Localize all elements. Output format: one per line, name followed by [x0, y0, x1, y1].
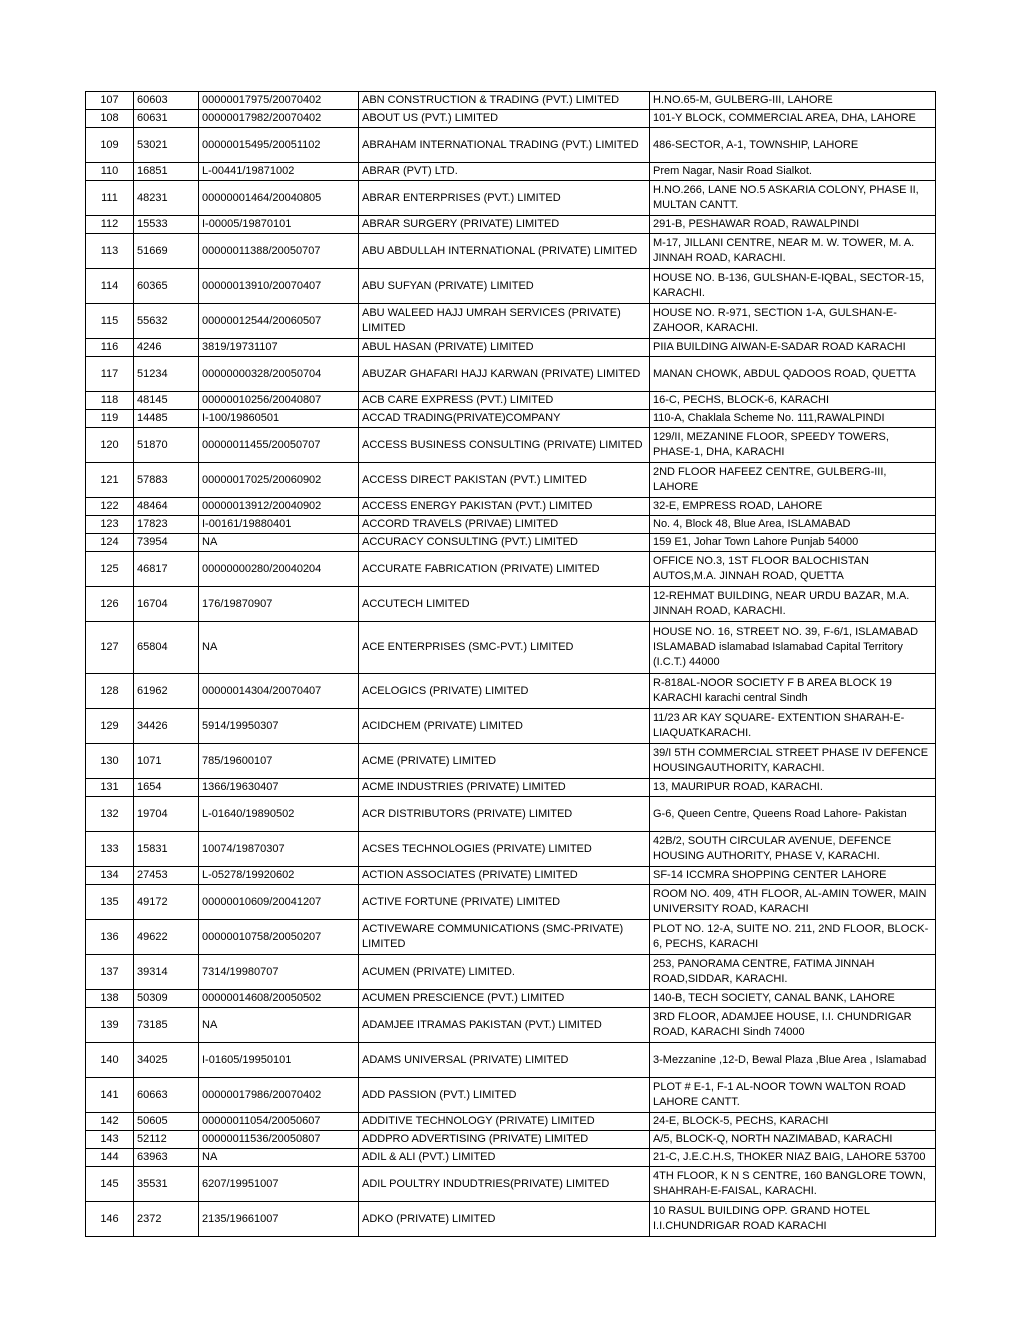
ref-number: 35531: [134, 1167, 199, 1202]
ref-number: 4246: [134, 339, 199, 357]
row-number: 111: [86, 181, 134, 216]
ref-number: 55632: [134, 304, 199, 339]
company-address: 12-REHMAT BUILDING, NEAR URDU BAZAR, M.A. JINNAH ROAD, KARACHI.: [650, 587, 936, 622]
row-number: 120: [86, 428, 134, 463]
table-row: [86, 1202, 936, 1237]
row-number: 137: [86, 955, 134, 990]
row-number: 117: [86, 357, 134, 392]
registration-number: 00000010609/20041207: [199, 885, 359, 920]
registration-number: 785/19600107: [199, 744, 359, 779]
row-number: 122: [86, 498, 134, 516]
company-address: HOUSE NO. R-971, SECTION 1-A, GULSHAN-E-ZAHOOR, KARACHI.: [650, 304, 936, 339]
company-name: ACCORD TRAVELS (PRIVAE) LIMITED: [359, 516, 650, 534]
table-row: [86, 1078, 936, 1113]
ref-number: 60603: [134, 92, 199, 110]
ref-number: 16704: [134, 587, 199, 622]
registration-number: 00000000328/20050704: [199, 357, 359, 392]
ref-number: 73185: [134, 1008, 199, 1043]
registration-number: 00000011388/20050707: [199, 234, 359, 269]
row-number: 131: [86, 779, 134, 797]
company-name: ACELOGICS (PRIVATE) LIMITED: [359, 674, 650, 709]
registration-number: L-05278/19920602: [199, 867, 359, 885]
ref-number: 53021: [134, 128, 199, 163]
company-address: H.NO.65-M, GULBERG-III, LAHORE: [650, 92, 936, 110]
company-name: ACCURATE FABRICATION (PRIVATE) LIMITED: [359, 552, 650, 587]
company-address: 101-Y BLOCK, COMMERCIAL AREA, DHA, LAHORE: [650, 110, 936, 128]
table-row: [86, 269, 936, 304]
row-number: 133: [86, 832, 134, 867]
company-name: ADAMJEE ITRAMAS PAKISTAN (PVT.) LIMITED: [359, 1008, 650, 1043]
registration-number: 00000013912/20040902: [199, 498, 359, 516]
company-name: ACCESS DIRECT PAKISTAN (PVT.) LIMITED: [359, 463, 650, 498]
registration-number: 00000013910/20070407: [199, 269, 359, 304]
registration-number: 00000010758/20050207: [199, 920, 359, 955]
ref-number: 1654: [134, 779, 199, 797]
row-number: 121: [86, 463, 134, 498]
row-number: 125: [86, 552, 134, 587]
company-name: ADDPRO ADVERTISING (PRIVATE) LIMITED: [359, 1131, 650, 1149]
registration-number: 10074/19870307: [199, 832, 359, 867]
registration-number: L-00441/19871002: [199, 163, 359, 181]
ref-number: 49622: [134, 920, 199, 955]
ref-number: 60365: [134, 269, 199, 304]
registration-number: NA: [199, 1149, 359, 1167]
company-name: ABU ABDULLAH INTERNATIONAL (PRIVATE) LIMITED: [359, 234, 650, 269]
company-address: 24-E, BLOCK-5, PECHS, KARACHI: [650, 1113, 936, 1131]
row-number: 124: [86, 534, 134, 552]
ref-number: 51870: [134, 428, 199, 463]
company-name: ABOUT US (PVT.) LIMITED: [359, 110, 650, 128]
table-row: [86, 516, 936, 534]
company-address: 42B/2, SOUTH CIRCULAR AVENUE, DEFENCE HOUSING AUTHORITY, PHASE V, KARACHI.: [650, 832, 936, 867]
company-name: ACCESS ENERGY PAKISTAN (PVT.) LIMITED: [359, 498, 650, 516]
company-register-table: [85, 91, 936, 1237]
company-name: ACME (PRIVATE) LIMITED: [359, 744, 650, 779]
registration-number: 00000017986/20070402: [199, 1078, 359, 1113]
ref-number: 19704: [134, 797, 199, 832]
company-name: ACUMEN PRESCIENCE (PVT.) LIMITED: [359, 990, 650, 1008]
company-name: ACME INDUSTRIES (PRIVATE) LIMITED: [359, 779, 650, 797]
company-address: PIIA BUILDING AIWAN-E-SADAR ROAD KARACHI: [650, 339, 936, 357]
table-row: [86, 955, 936, 990]
company-address: HOUSE NO. 16, STREET NO. 39, F-6/1, ISLAMABAD ISLAMABAD islamabad Islamabad Capital Territory (I.C.T.) 44000: [650, 622, 936, 674]
ref-number: 14485: [134, 410, 199, 428]
table-row: [86, 163, 936, 181]
row-number: 107: [86, 92, 134, 110]
company-name: ACE ENTERPRISES (SMC-PVT.) LIMITED: [359, 622, 650, 674]
ref-number: 16851: [134, 163, 199, 181]
registration-number: 00000011536/20050807: [199, 1131, 359, 1149]
company-name: ACCESS BUSINESS CONSULTING (PRIVATE) LIMITED: [359, 428, 650, 463]
row-number: 132: [86, 797, 134, 832]
ref-number: 57883: [134, 463, 199, 498]
company-address: 4TH FLOOR, K N S CENTRE, 160 BANGLORE TOWN, SHAHRAH-E-FAISAL, KARACHI.: [650, 1167, 936, 1202]
ref-number: 2372: [134, 1202, 199, 1237]
company-address: R-818AL-NOOR SOCIETY F B AREA BLOCK 19 KARACHI karachi central Sindh: [650, 674, 936, 709]
company-name: ADDITIVE TECHNOLOGY (PRIVATE) LIMITED: [359, 1113, 650, 1131]
company-name: ACB CARE EXPRESS (PVT.) LIMITED: [359, 392, 650, 410]
ref-number: 46817: [134, 552, 199, 587]
row-number: 138: [86, 990, 134, 1008]
company-address: 2ND FLOOR HAFEEZ CENTRE, GULBERG-III, LAHORE: [650, 463, 936, 498]
table-row: [86, 779, 936, 797]
company-name: ACUMEN (PRIVATE) LIMITED.: [359, 955, 650, 990]
registration-number: 6207/19951007: [199, 1167, 359, 1202]
registration-number: 00000010256/20040807: [199, 392, 359, 410]
table-row: [86, 534, 936, 552]
row-number: 115: [86, 304, 134, 339]
table-row: [86, 410, 936, 428]
table-row: [86, 357, 936, 392]
company-address: 110-A, Chaklala Scheme No. 111,RAWALPINDI: [650, 410, 936, 428]
table-row: [86, 128, 936, 163]
company-address: 253, PANORAMA CENTRE, FATIMA JINNAH ROAD,SIDDAR, KARACHI.: [650, 955, 936, 990]
row-number: 127: [86, 622, 134, 674]
row-number: 134: [86, 867, 134, 885]
table-body: [86, 92, 936, 1237]
ref-number: 50309: [134, 990, 199, 1008]
company-address: 140-B, TECH SOCIETY, CANAL BANK, LAHORE: [650, 990, 936, 1008]
company-name: ACCURACY CONSULTING (PVT.) LIMITED: [359, 534, 650, 552]
table-row: [86, 234, 936, 269]
row-number: 108: [86, 110, 134, 128]
table-row: [86, 1131, 936, 1149]
company-name: ADKO (PRIVATE) LIMITED: [359, 1202, 650, 1237]
registration-number: NA: [199, 1008, 359, 1043]
table-row: [86, 392, 936, 410]
row-number: 109: [86, 128, 134, 163]
registration-number: 00000015495/20051102: [199, 128, 359, 163]
company-name: ABUZAR GHAFARI HAJJ KARWAN (PRIVATE) LIMITED: [359, 357, 650, 392]
table-row: [86, 1008, 936, 1043]
company-name: ACIDCHEM (PRIVATE) LIMITED: [359, 709, 650, 744]
row-number: 143: [86, 1131, 134, 1149]
ref-number: 15533: [134, 216, 199, 234]
registration-number: 00000000280/20040204: [199, 552, 359, 587]
company-address: 13, MAURIPUR ROAD, KARACHI.: [650, 779, 936, 797]
registration-number: 00000011455/20050707: [199, 428, 359, 463]
company-address: 10 RASUL BUILDING OPP. GRAND HOTEL I.I.CHUNDRIGAR ROAD KARACHI: [650, 1202, 936, 1237]
ref-number: 50605: [134, 1113, 199, 1131]
row-number: 141: [86, 1078, 134, 1113]
company-address: SF-14 ICCMRA SHOPPING CENTER LAHORE: [650, 867, 936, 885]
company-name: ABRAHAM INTERNATIONAL TRADING (PVT.) LIMITED: [359, 128, 650, 163]
registration-number: 00000012544/20060507: [199, 304, 359, 339]
company-address: M-17, JILLANI CENTRE, NEAR M. W. TOWER, M. A. JINNAH ROAD, KARACHI.: [650, 234, 936, 269]
company-name: ABU WALEED HAJJ UMRAH SERVICES (PRIVATE) LIMITED: [359, 304, 650, 339]
company-name: ACCAD TRADING(PRIVATE)COMPANY: [359, 410, 650, 428]
row-number: 128: [86, 674, 134, 709]
table-row: [86, 1149, 936, 1167]
company-name: ADIL & ALI (PVT.) LIMITED: [359, 1149, 650, 1167]
ref-number: 49172: [134, 885, 199, 920]
company-address: ROOM NO. 409, 4TH FLOOR, AL-AMIN TOWER, MAIN UNIVERSITY ROAD, KARACHI: [650, 885, 936, 920]
company-address: 159 E1, Johar Town Lahore Punjab 54000: [650, 534, 936, 552]
ref-number: 51234: [134, 357, 199, 392]
row-number: 118: [86, 392, 134, 410]
table-row: [86, 1043, 936, 1078]
company-name: ABRAR (PVT) LTD.: [359, 163, 650, 181]
table-row: [86, 674, 936, 709]
ref-number: 63963: [134, 1149, 199, 1167]
company-name: ACTIVEWARE COMMUNICATIONS (SMC-PRIVATE) LIMITED: [359, 920, 650, 955]
company-address: H.NO.266, LANE NO.5 ASKARIA COLONY, PHASE II, MULTAN CANTT.: [650, 181, 936, 216]
company-name: ADIL POULTRY INDUDTRIES(PRIVATE) LIMITED: [359, 1167, 650, 1202]
registration-number: 00000014304/20070407: [199, 674, 359, 709]
company-name: ACTION ASSOCIATES (PRIVATE) LIMITED: [359, 867, 650, 885]
row-number: 135: [86, 885, 134, 920]
registration-number: 00000011054/20050607: [199, 1113, 359, 1131]
table-row: [86, 797, 936, 832]
company-address: 3-Mezzanine ,12-D, Bewal Plaza ,Blue Area , Islamabad: [650, 1043, 936, 1078]
registration-number: I-00005/19870101: [199, 216, 359, 234]
row-number: 119: [86, 410, 134, 428]
company-address: 16-C, PECHS, BLOCK-6, KARACHI: [650, 392, 936, 410]
ref-number: 65804: [134, 622, 199, 674]
table-row: [86, 744, 936, 779]
company-address: G-6, Queen Centre, Queens Road Lahore- Pakistan: [650, 797, 936, 832]
table-row: [86, 1167, 936, 1202]
company-name: ACTIVE FORTUNE (PRIVATE) LIMITED: [359, 885, 650, 920]
company-address: OFFICE NO.3, 1ST FLOOR BALOCHISTAN AUTOS,M.A. JINNAH ROAD, QUETTA: [650, 552, 936, 587]
row-number: 145: [86, 1167, 134, 1202]
row-number: 112: [86, 216, 134, 234]
table-row: [86, 428, 936, 463]
table-row: [86, 463, 936, 498]
registration-number: 00000017975/20070402: [199, 92, 359, 110]
company-address: 39/I 5TH COMMERCIAL STREET PHASE IV DEFENCE HOUSINGAUTHORITY, KARACHI.: [650, 744, 936, 779]
registration-number: 1366/19630407: [199, 779, 359, 797]
company-address: 32-E, EMPRESS ROAD, LAHORE: [650, 498, 936, 516]
registration-number: 00000017025/20060902: [199, 463, 359, 498]
registration-number: 176/19870907: [199, 587, 359, 622]
company-address: 129/II, MEZANINE FLOOR, SPEEDY TOWERS, PHASE-1, DHA, KARACHI: [650, 428, 936, 463]
registration-number: 00000017982/20070402: [199, 110, 359, 128]
row-number: 113: [86, 234, 134, 269]
row-number: 126: [86, 587, 134, 622]
company-name: ACCUTECH LIMITED: [359, 587, 650, 622]
company-name: ABRAR SURGERY (PRIVATE) LIMITED: [359, 216, 650, 234]
registration-number: NA: [199, 622, 359, 674]
company-address: 11/23 AR KAY SQUARE- EXTENTION SHARAH-E-LIAQUATKARACHI.: [650, 709, 936, 744]
table-row: [86, 832, 936, 867]
registration-number: 3819/19731107: [199, 339, 359, 357]
company-address: PLOT NO. 12-A, SUITE NO. 211, 2ND FLOOR, BLOCK-6, PECHS, KARACHI: [650, 920, 936, 955]
company-address: 486-SECTOR, A-1, TOWNSHIP, LAHORE: [650, 128, 936, 163]
row-number: 129: [86, 709, 134, 744]
row-number: 142: [86, 1113, 134, 1131]
table-row: [86, 709, 936, 744]
company-address: 3RD FLOOR, ADAMJEE HOUSE, I.I. CHUNDRIGAR ROAD, KARACHI Sindh 74000: [650, 1008, 936, 1043]
row-number: 114: [86, 269, 134, 304]
table-row: [86, 304, 936, 339]
registration-number: 7314/19980707: [199, 955, 359, 990]
ref-number: 60631: [134, 110, 199, 128]
registration-number: I-01605/19950101: [199, 1043, 359, 1078]
row-number: 136: [86, 920, 134, 955]
table-row: [86, 181, 936, 216]
company-name: ABRAR ENTERPRISES (PVT.) LIMITED: [359, 181, 650, 216]
ref-number: 61962: [134, 674, 199, 709]
table-row: [86, 885, 936, 920]
company-address: HOUSE NO. B-136, GULSHAN-E-IQBAL, SECTOR-15, KARACHI.: [650, 269, 936, 304]
company-name: ABUL HASAN (PRIVATE) LIMITED: [359, 339, 650, 357]
ref-number: 60663: [134, 1078, 199, 1113]
company-address: No. 4, Block 48, Blue Area, ISLAMABAD: [650, 516, 936, 534]
ref-number: 34025: [134, 1043, 199, 1078]
row-number: 144: [86, 1149, 134, 1167]
ref-number: 15831: [134, 832, 199, 867]
ref-number: 48231: [134, 181, 199, 216]
ref-number: 52112: [134, 1131, 199, 1149]
company-address: 291-B, PESHAWAR ROAD, RAWALPINDI: [650, 216, 936, 234]
ref-number: 34426: [134, 709, 199, 744]
ref-number: 17823: [134, 516, 199, 534]
company-address: A/5, BLOCK-Q, NORTH NAZIMABAD, KARACHI: [650, 1131, 936, 1149]
company-name: ADD PASSION (PVT.) LIMITED: [359, 1078, 650, 1113]
table-row: [86, 622, 936, 674]
table-row: [86, 867, 936, 885]
ref-number: 48464: [134, 498, 199, 516]
table-row: [86, 920, 936, 955]
company-address: Prem Nagar, Nasir Road Sialkot.: [650, 163, 936, 181]
company-name: ABU SUFYAN (PRIVATE) LIMITED: [359, 269, 650, 304]
company-name: ABN CONSTRUCTION & TRADING (PVT.) LIMITED: [359, 92, 650, 110]
company-name: ACSES TECHNOLOGIES (PRIVATE) LIMITED: [359, 832, 650, 867]
ref-number: 48145: [134, 392, 199, 410]
table-row: [86, 92, 936, 110]
table-row: [86, 1113, 936, 1131]
registration-number: 5914/19950307: [199, 709, 359, 744]
ref-number: 1071: [134, 744, 199, 779]
row-number: 116: [86, 339, 134, 357]
company-name: ACR DISTRIBUTORS (PRIVATE) LIMITED: [359, 797, 650, 832]
ref-number: 73954: [134, 534, 199, 552]
registration-number: 2135/19661007: [199, 1202, 359, 1237]
registration-number: I-00161/19880401: [199, 516, 359, 534]
registration-number: 00000014608/20050502: [199, 990, 359, 1008]
company-address: PLOT # E-1, F-1 AL-NOOR TOWN WALTON ROAD LAHORE CANTT.: [650, 1078, 936, 1113]
row-number: 130: [86, 744, 134, 779]
registration-number: L-01640/19890502: [199, 797, 359, 832]
row-number: 146: [86, 1202, 134, 1237]
table-row: [86, 339, 936, 357]
registration-number: NA: [199, 534, 359, 552]
row-number: 123: [86, 516, 134, 534]
row-number: 110: [86, 163, 134, 181]
table-row: [86, 552, 936, 587]
table-row: [86, 990, 936, 1008]
company-address: 21-C, J.E.C.H.S, THOKER NIAZ BAIG, LAHORE 53700: [650, 1149, 936, 1167]
ref-number: 51669: [134, 234, 199, 269]
company-address: MANAN CHOWK, ABDUL QADOOS ROAD, QUETTA: [650, 357, 936, 392]
row-number: 140: [86, 1043, 134, 1078]
row-number: 139: [86, 1008, 134, 1043]
table-row: [86, 587, 936, 622]
registration-number: 00000001464/20040805: [199, 181, 359, 216]
registration-number: I-100/19860501: [199, 410, 359, 428]
table-row: [86, 216, 936, 234]
ref-number: 39314: [134, 955, 199, 990]
ref-number: 27453: [134, 867, 199, 885]
table-row: [86, 110, 936, 128]
table-row: [86, 498, 936, 516]
company-name: ADAMS UNIVERSAL (PRIVATE) LIMITED: [359, 1043, 650, 1078]
